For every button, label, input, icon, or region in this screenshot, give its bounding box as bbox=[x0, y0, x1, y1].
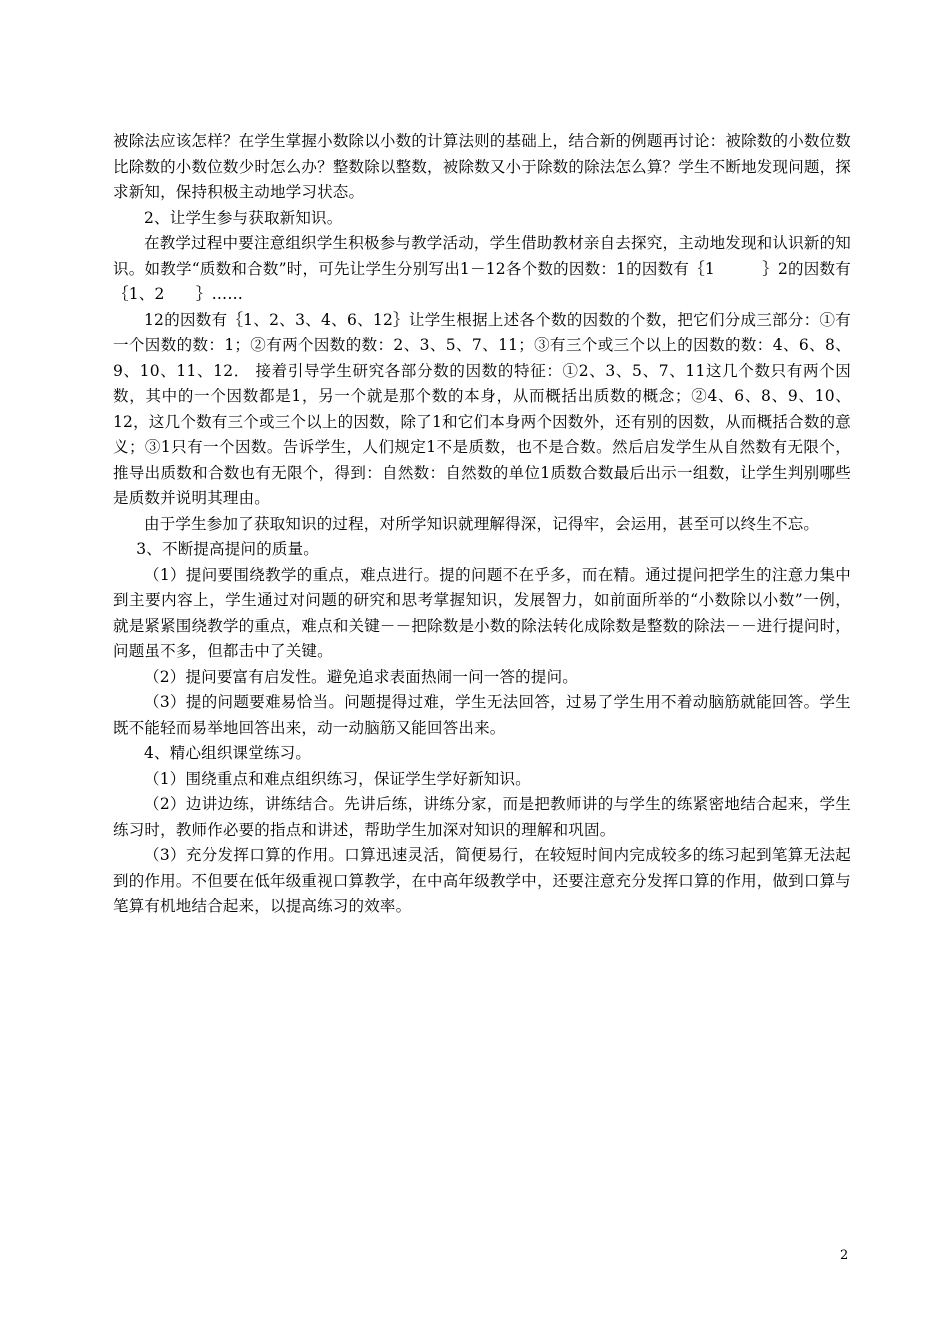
page-number: 2 bbox=[840, 1248, 849, 1263]
paragraph-question-difficulty: （3）提的问题要难易恰当。问题提得过难，学生无法回答，过易了学生用不着动脑筋就能回答。学生既不能轻而易举地回答出来，动一动脑筋又能回答出来。 bbox=[113, 693, 851, 737]
paragraph-participation: 在教学过程中要注意组织学生积极参与教学活动，学生借助教材亲自去探究，主动地发现和认识新的知识。如教学“质数和合数”时，可先让学生分别写出1－12各个数的因数：1的因数有｛1 ｝2的因数有｛1、2 ｝…… bbox=[113, 234, 851, 303]
document-body bbox=[113, 129, 851, 920]
paragraph-learning-outcome: 由于学生参加了获取知识的过程，对所学知识就理解得深，记得牢，会运用，甚至可以终生不忘。 bbox=[144, 514, 820, 533]
heading-item-2: 2、让学生参与获取新知识。 bbox=[144, 208, 343, 227]
paragraph-practice-combined: （2）边讲边练，讲练结合。先讲后练，讲练分家，而是把教师讲的与学生的练紧密地结合起来，学生练习时，教师作必要的指点和讲述，帮助学生加深对知识的理解和巩固。 bbox=[113, 795, 851, 839]
heading-item-3: 3、不断提高提问的质量。 bbox=[136, 540, 320, 558]
paragraph-practice-focus: （1）围绕重点和难点组织练习，保证学生学好新知识。 bbox=[144, 769, 531, 788]
paragraph-mental-arithmetic: （3）充分发挥口算的作用。口算迅速灵活，简便易行，在较短时间内完成较多的练习起到笔算无法起到的作用。不但要在低年级重视口算教学，在中高年级教学中，还要注意充分发挥口算的作用，做到口算与笔算有机地结合起来，以提高练习的效率。 bbox=[113, 846, 851, 915]
paragraph-continuation: 被除法应该怎样？在学生掌握小数除以小数的计算法则的基础上，结合新的例题再讨论：被除数的小数位数比除数的小数位数少时怎么办？整数除以整数，被除数又小于除数的除法怎么算？学生不断地发现问题，探求新知，保持积极主动地学习状态。 bbox=[113, 132, 851, 201]
heading-item-4: 4、精心组织课堂练习。 bbox=[144, 744, 312, 762]
paragraph-question-focus: （1）提问要围绕教学的重点，难点进行。提的问题不在乎多，而在精。通过提问把学生的注意力集中到主要内容上，学生通过对问题的研究和思考掌握知识，发展智力，如前面所举的“小数除以小数”一例，就是紧紧围绕教学的重点，难点和关键－－把除数是小数的除法转化成除数是整数的除法－－进行提问时，问题虽不多，但都击中了关键。 bbox=[113, 565, 851, 660]
paragraph-question-inspiring: （2）提问要富有启发性。避免追求表面热闹一问一答的提问。 bbox=[144, 667, 578, 686]
paragraph-factors: 12的因数有｛1、2、3、4、6、12｝让学生根据上述各个数的因数的个数，把它们分成三部分：①有一个因数的数：1；②有两个因数的数：2、3、5、7、11；③有三个或三个以上的因数的数：4、6、8、9、10、11、12． 接着引导学生研究各部分数的因数的特征：①2、3、5、7、11这几个数只有两个因数，其中的一个因数都是1，另一个就是那个数的本身，从而概括出质数的概念；②4、6、8、9、10、12，这几个数有三个或三个以上的因数，除了1和它们本身两个因数外，还有别的因数，从而概括合数的意义；③1只有一个因数。告诉学生，人们规定1不是质数，也不是合数。然后启发学生从自然数有无限个，推导出质数和合数也有无限个，得到：自然数：自然数的单位1质数合数最后出示一组数，让学生判别哪些是质数并说明其理由。 bbox=[113, 310, 851, 507]
